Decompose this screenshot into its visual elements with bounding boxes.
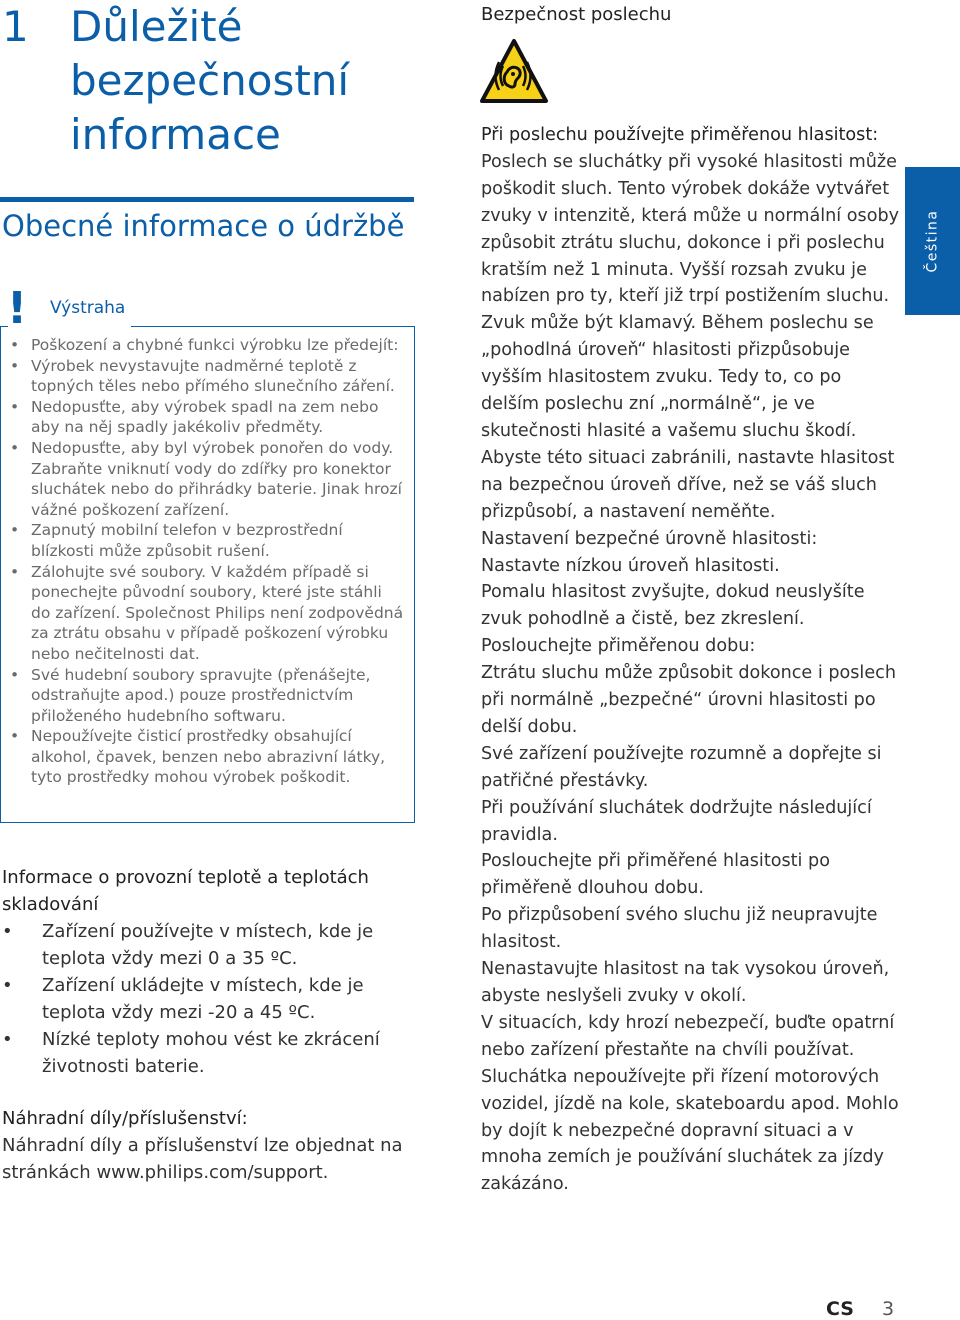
hearing-paragraph-text: Poslouchejte přiměřenou dobu: — [481, 636, 756, 657]
hearing-paragraph-text: Nenastavujte hlasitost na tak vysokou úroveň, abyste neslyšeli zvuky v okolí. — [481, 959, 890, 1006]
hearing-paragraph — [481, 633, 901, 660]
hearing-paragraph-text: V situacích, kdy hrozí nebezpečí, buďte opatrní nebo zařízení přestaňte na chvíli používat. — [481, 1012, 895, 1060]
hearing-paragraph — [481, 122, 901, 526]
hearing-paragraph — [481, 848, 901, 902]
hearing-paragraph — [481, 579, 901, 633]
hearing-paragraph-text: Nastavte nízkou úroveň hlasitosti. — [481, 555, 780, 576]
page-number: 3 — [881, 1298, 895, 1320]
list-item: • Své hudební soubory spravujte (přenášejte, odstraňujte apod.) pouze prostřednictvím přiloženého hudebního softwaru. — [10, 665, 405, 727]
warning-list — [10, 335, 405, 788]
parts-heading: Náhradní díly/příslušenství: — [2, 1108, 248, 1129]
list-item: • Zařízení ukládejte v místech, kde je teplota vždy mezi -20 a 45 ºC. — [2, 972, 412, 1026]
hearing-paragraph-text: Po přizpůsobení svého sluchu již neupravujte hlasitost. — [481, 905, 878, 953]
list-item: • Nedopusťte, aby byl výrobek ponořen do vody. Zabraňte vniknutí vody do zdířky pro konektor sluchátek nebo do přihrádky baterie. Jinak hrozí vážné poškození zařízení. — [10, 438, 405, 520]
hearing-paragraph — [481, 553, 901, 580]
language-tab-label: Čeština — [924, 209, 941, 273]
warning-label: Výstraha — [50, 298, 126, 318]
hearing-paragraph-text: Pomalu hlasitost zvyšujte, dokud neuslyšíte zvuk pohodlně a čistě, bez zkreslení. — [481, 582, 865, 630]
page-footer — [826, 1298, 894, 1320]
chapter-heading — [2, 0, 402, 162]
language-tab — [905, 167, 960, 315]
list-item: • Zálohujte své soubory. V každém případě si ponechejte původní soubory, které jste stáhli do zařízení. Společnost Philips není zodpovědná za ztrátu obsahu v případě poškození výrobku nebo nečitelnosti dat. — [10, 562, 405, 665]
section-title: Obecné informace o údržbě — [2, 209, 405, 243]
list-item: • Zapnutý mobilní telefon v bezprostřední blízkosti může způsobit rušení. — [10, 520, 405, 561]
hearing-paragraph — [481, 526, 901, 553]
hearing-paragraph-text: Při používání sluchátek dodržujte následující pravidla. — [481, 797, 872, 845]
hearing-paragraph — [481, 660, 901, 741]
chapter-title-line: Důležité — [70, 2, 243, 51]
list-item: • Nedopusťte, aby výrobek spadl na zem nebo aby na něj spadly jakékoliv předměty. — [10, 397, 405, 438]
temperature-list — [2, 918, 412, 1080]
hearing-paragraph-text: Poslech se sluchátky při vysoké hlasitosti může poškodit sluch. Tento výrobek dokáže vytvářet zvuky v intenzitě, která může u normální osoby způsobit ztrátu sluchu, dokonce i při poslechu kratším než 1 minuta. Vyšší rozsah zvuku je nabízen pro ty, kteří již trpí postižením sluchu. Zvuk může být klamavý. Během poslechu se „pohodlná úroveň“ hlasitosti přizpůsobuje vyšším hlasitostem zvuku. Tedy to, co po delším poslechu zní „normálně“, je ve skutečnosti hlasité a vašemu sluchu škodí. Abyste této situaci zabránili, nastavte hlasitost na bezpečnou úroveň dříve, než se váš sluch přizpůsobí, a nastavení neměňte. — [481, 151, 900, 522]
hearing-paragraph-text: Ztrátu sluchu může způsobit dokonce i poslech při normálně „bezpečné“ úrovni hlasitosti po delší dobu. — [481, 663, 896, 737]
hearing-paragraph-text: Sluchátka nepoužívejte při řízení motorových vozidel, jízdě na kole, skateboardu apod. Mohlo by dojít k nebezpečné dopravní situaci a v mnoha zemích je používání sluchátek za jízdy zakázáno. — [481, 1066, 899, 1195]
chapter-title — [70, 0, 400, 162]
hearing-paragraph-heading: Při poslechu používejte přiměřenou hlasitost: — [481, 125, 879, 145]
hearing-paragraph — [481, 1010, 901, 1064]
list-item: • Zařízení používejte v místech, kde je teplota vždy mezi 0 a 35 ºC. — [2, 918, 412, 972]
hearing-safety-body — [481, 122, 901, 1198]
hearing-paragraph-text: Své zařízení používejte rozumně a dopřejte si patřičné přestávky. — [481, 743, 882, 791]
section-divider — [0, 197, 414, 202]
list-item: • Poškození a chybné funkci výrobku lze předejít: — [10, 335, 405, 356]
warning-box — [0, 284, 415, 823]
parts-text: Náhradní díly a příslušenství lze objednat na stránkách www.philips.com/support. — [2, 1135, 403, 1183]
footer-language-code: CS — [826, 1298, 854, 1320]
hearing-warning-icon — [479, 38, 549, 104]
warning-header — [6, 282, 131, 334]
temperature-heading: Informace o provozní teplotě a teplotách skladování — [2, 867, 369, 915]
hearing-paragraph — [481, 956, 901, 1010]
chapter-number: 1 — [2, 2, 29, 51]
hearing-paragraph — [481, 795, 901, 849]
chapter-title-line: bezpečnostní — [70, 56, 350, 105]
chapter-title-line: informace — [70, 110, 281, 159]
exclamation-icon: ! — [6, 282, 28, 334]
hearing-paragraph-text: Poslouchejte při přiměřené hlasitosti po přiměřeně dlouhou dobu. — [481, 851, 830, 899]
hearing-paragraph-text: Nastavení bezpečné úrovně hlasitosti: — [481, 528, 818, 549]
hearing-paragraph — [481, 741, 901, 795]
list-item: • Nízké teploty mohou vést ke zkrácení životnosti baterie. — [2, 1026, 412, 1080]
hearing-paragraph — [481, 902, 901, 956]
temperature-section — [2, 864, 412, 1080]
list-item: • Výrobek nevystavujte nadměrné teplotě z topných těles nebo přímého slunečního záření. — [10, 356, 405, 397]
hearing-paragraph — [481, 1064, 901, 1199]
hearing-safety-title: Bezpečnost poslechu — [481, 4, 672, 25]
list-item: • Nepoužívejte čisticí prostředky obsahující alkohol, čpavek, benzen nebo abrazivní látky, tyto prostředky mohou výrobek poškodit. — [10, 726, 405, 788]
parts-section — [2, 1105, 412, 1186]
